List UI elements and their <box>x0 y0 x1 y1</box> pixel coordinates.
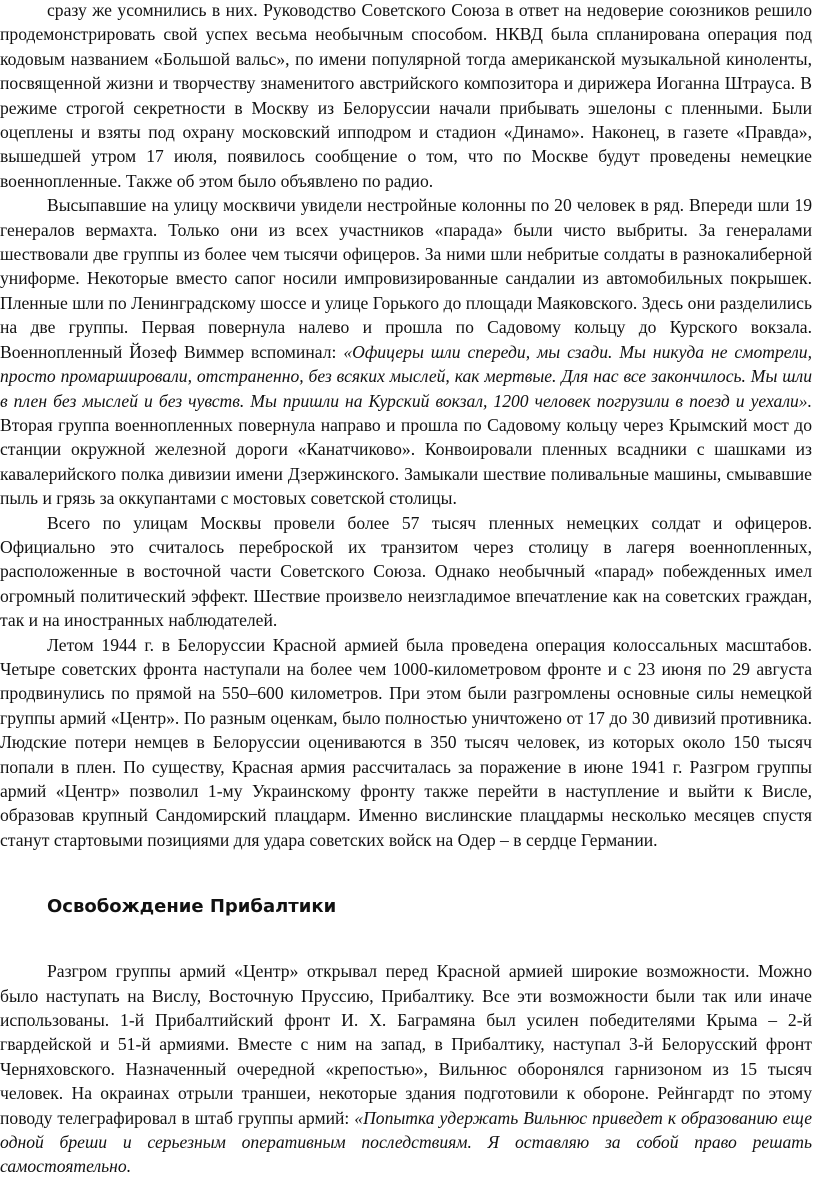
paragraph-text: Вторая группа военнопленных повернула направо и прошла по Садовому кольцу через Крымский мост до станции окружной железной дороги «Канатчиково». Конвоировали пленных всадники с шашками из кавалерийского полка дивизии имени Дзержинского. Замыкали шествие поливальные машины, смывавшие пыль и грязь за оккупантами с мостовых советской столицы. <box>0 414 812 509</box>
paragraph-text: Летом 1944 г. в Белоруссии Красной армией была проведена операция колоссальных масштабов. Четыре советских фронта наступали на более чем 1000-километровом фронте и с 23 июня по 29 августа продвинулись по прямой на 550–600 километров. При этом были разгромлены основные силы немецкой группы армий «Центр». По разным оценкам, было полностью уничтожено от 17 до 30 дивизий противника. Людские потери немцев в Белоруссии оцениваются в 350 тысяч человек, из которых около 150 тысяч попали в плен. По существу, Красная армия рассчиталась за поражение в июне 1941 г. Разгром группы армий «Центр» позволил 1-му Украинскому фронту также перейти в наступление и выйти к Висле, образовав крупный Сандомирский плацдарм. Именно вислинские плацдармы несколько месяцев спустя станут стартовыми позициями для удара советских войск на Одер – в сердце Германии. <box>0 634 812 850</box>
paragraph-text: Разгром группы армий «Центр» открывал перед Красной армией широкие возможности. Можно было наступать на Вислу, Восточную Пруссию, Прибалтику. Все эти возможности были так или иначе использованы. 1-й Прибалтийский фронт И. Х. Баграмяна был усилен победителями Крыма – 2-й гвардейской и 51-й армиями. Вместе с ним на запад, в Прибалтику, наступал 3-й Белорусский фронт Черняховского. Назначенный очередной «крепостью», Вильнюс оборонялся гарнизоном из 15 тысяч человек. На окраинах отрыли траншеи, некоторые здания подготовили к обороне. Рейнгардт по этому поводу телеграфировал в штаб группы армий: <box>0 961 812 1128</box>
paragraph <box>0 0 812 193</box>
paragraph <box>0 193 812 510</box>
paragraph-text: Высыпавшие на улицу москвичи увидели нестройные колонны по 20 человек в ряд. Впереди шли 19 генералов вермахта. Только они из всех участников «парада» были чисто выбриты. За генералами шествовали две группы из более чем тысячи офицеров. За ними шли небритые солдаты в разнокалиберной униформе. Некоторые вместо сапог носили импровизированные сандалии из автомобильных покрышек. Пленные шли по Ленинградскому шоссе и улице Горького до площади Маяковского. Здесь они разделились на две группы. Первая повернула налево и прошла по Садовому кольцу до Курского вокзала. Военнопленный Йозеф Виммер вспоминал: <box>0 195 812 362</box>
paragraph-text: сразу же усомнились в них. Руководство Советского Союза в ответ на недоверие союзников решило продемонстрировать свой успех весьма необычным способом. НКВД была спланирована операция под кодовым названием «Большой вальс», по имени популярной тогда американской музыкальной киноленты, посвященной жизни и творчеству знаменитого австрийского композитора и дирижера Иоганна Штрауса. В режиме строгой секретности в Москву из Белоруссии начали прибывать эшелоны с пленными. Были оцеплены и взяты под охрану московский ипподром и стадион «Динамо». Наконец, в газете «Правда», вышедшей утром 17 июля, появилось сообщение о том, что по Москве будут проведены немецкие военнопленные. Также об этом было объявлено по радио. <box>0 0 812 191</box>
paragraph <box>0 511 812 633</box>
paragraph <box>0 633 812 853</box>
body-text-after <box>0 959 812 1179</box>
quote-text: «Попытка удержать Вильнюс приведет к образованию еще одной бреши и серьезным оперативным последствиям. Я оставляю за собой право решать самостоятельно. <box>0 1107 813 1177</box>
quote-text: «Офицеры шли спереди, мы сзади. Мы никуда не смотрели, просто промаршировали, отстраненно, без всяких мыслей, как мертвые. Для нас все закончилось. Мы шли в плен без мыслей и без чувств. Мы пришли на Курский вокзал, 1200 человек погрузили в поезд и уехали». <box>0 341 812 411</box>
paragraph <box>0 959 812 1179</box>
paragraph-text: Всего по улицам Москвы провели более 57 тысяч пленных немецких солдат и офицеров. Официально это считалось переброской их транзитом через столицу в лагеря военнопленных, расположенные в восточной части Советского Союза. Однако необычный «парад» побежденных имел огромный политический эффект. Шествие произвело неизгладимое впечатление как на советских граждан, так и на иностранных наблюдателей. <box>0 512 812 631</box>
spacer <box>0 919 812 959</box>
spacer <box>0 852 812 895</box>
section-heading: Освобождение Прибалтики <box>47 896 337 918</box>
